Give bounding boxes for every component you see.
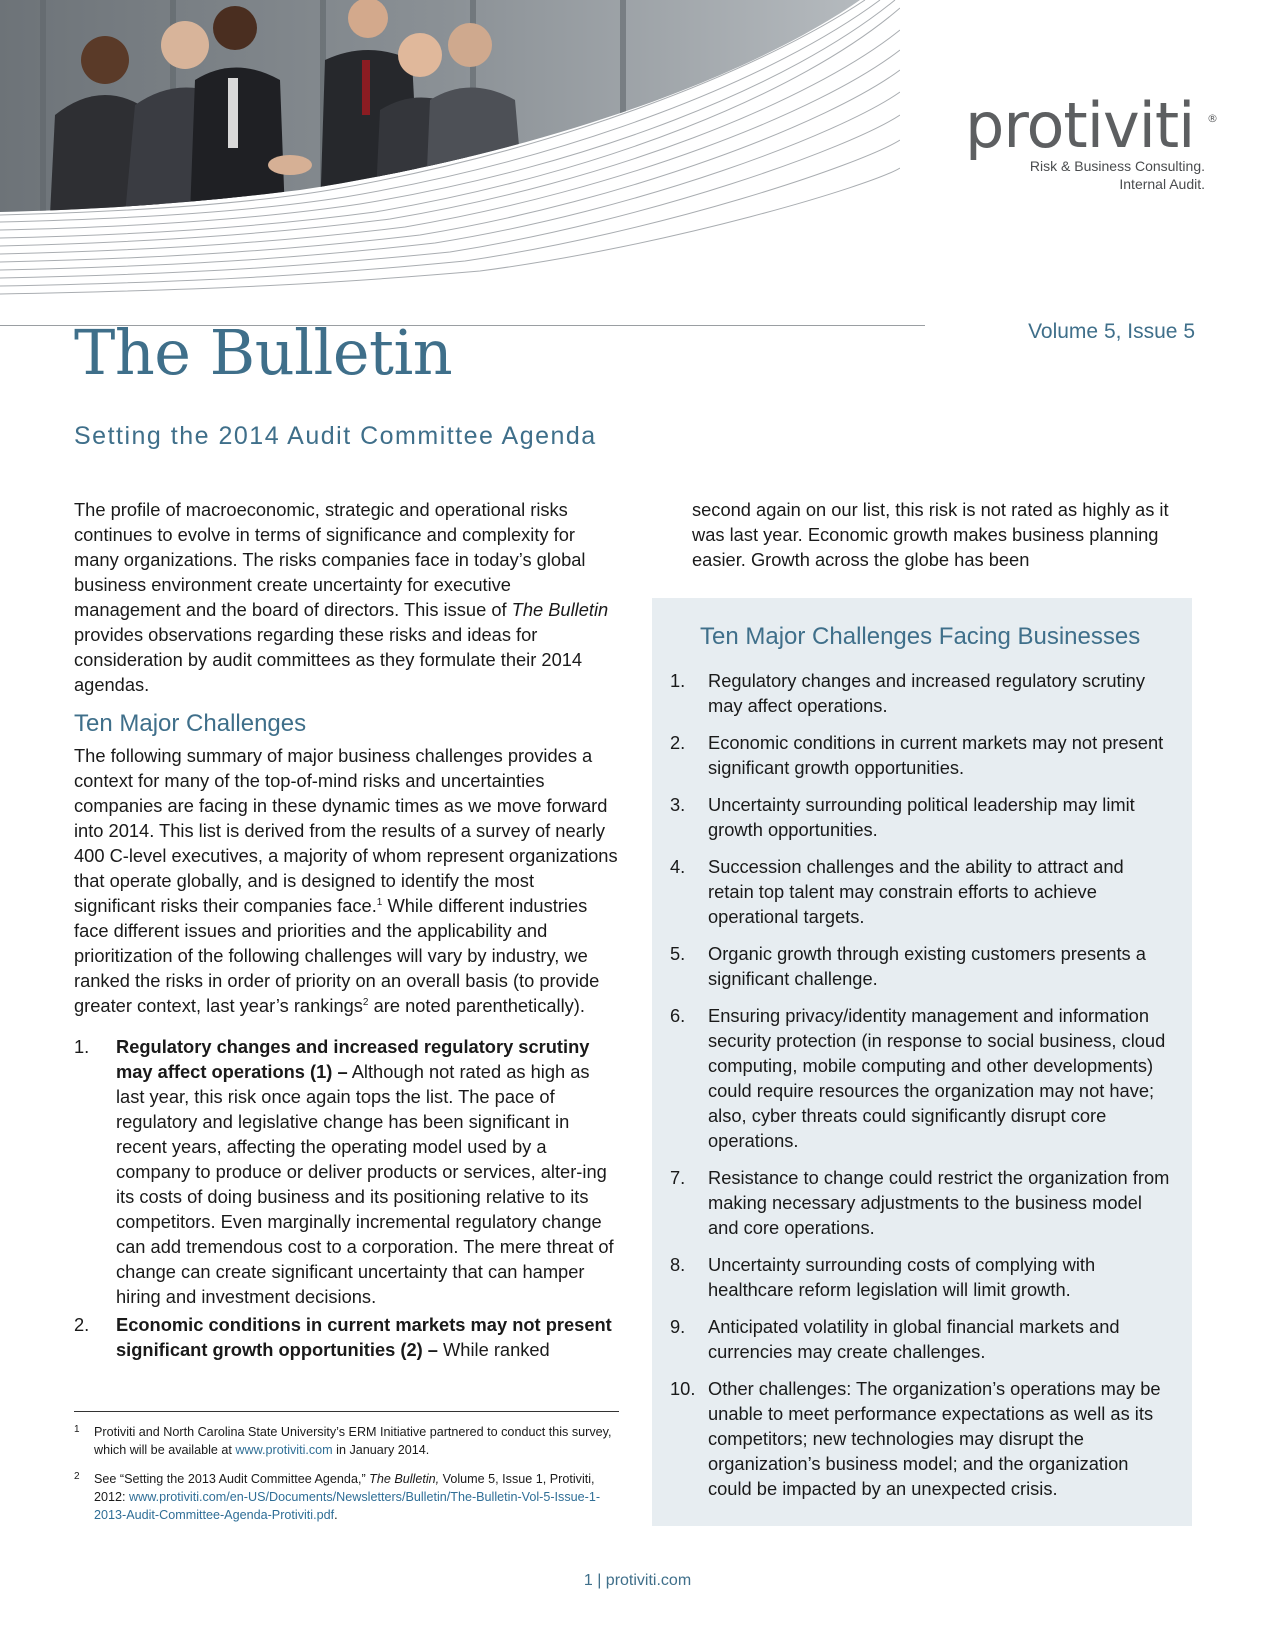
list-item-number: 1. (74, 1036, 90, 1057)
list-item-text: Organic growth through existing customers presents a significant challenge. (708, 943, 1146, 989)
summary-text-a: The following summary of major business challenges provides a context for many of the top-of-mind risks and uncertainties companies are facing in these dynamic times as we move forward into 2014. This list is derived from the results of a survey of nearly 400 C-level executives, a majority of whom represent organizations that operate globally, and is designed to identify the most significant risks their companies face. (74, 745, 618, 916)
article-subtitle: Setting the 2014 Audit Committee Agenda (74, 422, 597, 450)
list-item-number: 4. (670, 856, 686, 877)
footnote-text-b: in January 2014. (332, 1443, 430, 1457)
sidebar-title: Ten Major Challenges Facing Businesses (700, 623, 1141, 650)
list-item-text: Anticipated volatility in global financial markets and currencies may create challenges. (708, 1316, 1120, 1362)
list-item-number: 2. (670, 732, 686, 753)
list-item-number: 6. (670, 1005, 686, 1026)
list-item-number: 3. (670, 794, 686, 815)
footnote-link[interactable]: www.protiviti.com/en-US/Documents/Newsletters/Bulletin/The-Bulletin-Vol-5-Issue-1-2013-Audit-Committee-Agenda-Protiviti.pdf (94, 1490, 601, 1522)
challenges-sidebar (652, 598, 1192, 1526)
list-item-text: Other challenges: The organization’s operations may be unable to meet performance expectations as well as its competitors; new technologies may disrupt the organization’s business model; and the organization could be impacted by an unexpected crisis. (708, 1378, 1161, 1499)
intro-text-b: provides observations regarding these risks and ideas for consideration by audit committees as they formulate their 2014 agendas. (74, 624, 583, 695)
page-footer[interactable]: 1 | protiviti.com (583, 1572, 692, 1589)
list-item-text: Resistance to change could restrict the organization from making necessary adjustments to the business model and core operations. (708, 1167, 1170, 1238)
footnote-number: 1 (74, 1424, 80, 1435)
sidebar-list (652, 668, 1192, 1501)
volume-issue: Volume 5, Issue 5 (1028, 320, 1195, 343)
footnote-ref-1[interactable]: 1 (376, 896, 383, 908)
list-item (670, 668, 1172, 718)
summary-paragraph (74, 743, 619, 1018)
list-item (74, 1312, 619, 1362)
list-item-text (116, 1034, 619, 1309)
summary-text-b: While different industries face different issues and priorities and the applicability and prioritization of the following challenges will vary by industry, we ranked the risks in order of priority on an overall basis (to provide greater context, last year’s rankings (74, 895, 600, 1016)
footnote-ref-2[interactable]: 2 (362, 996, 369, 1008)
list-item-text: Uncertainty surrounding costs of complying with healthcare reform legislation will limit growth. (708, 1254, 1096, 1300)
header-photo (0, 0, 900, 315)
footnote-divider (74, 1411, 619, 1412)
footnote-text (94, 1470, 619, 1524)
list-item-number: 5. (670, 943, 686, 964)
list-item (670, 1252, 1172, 1302)
list-item (670, 941, 1172, 991)
intro-emphasis: The Bulletin (511, 599, 609, 620)
list-item-text: Ensuring privacy/identity management and information security protection (in response to social business, cloud computing, mobile computing and other developments) could require resources the organization may not have; also, cyber threats could significantly disrupt core operations. (708, 1005, 1166, 1151)
list-item (670, 792, 1172, 842)
right-column-continuation: second again on our list, this risk is not rated as highly as it was last year. Economic growth makes business planning easier. Growth across the globe has been (692, 499, 1169, 570)
section-heading: Ten Major Challenges (74, 710, 307, 737)
list-item-number: 1. (670, 670, 686, 691)
list-item-number: 2. (74, 1314, 90, 1335)
list-item-body: While ranked (437, 1339, 550, 1360)
list-item (670, 1376, 1172, 1501)
footnote-text-c: . (334, 1508, 338, 1522)
footnote-text-a: Protiviti and North Carolina State University’s ERM Initiative partnered to conduct this survey, which will be available at (94, 1425, 612, 1457)
newsletter-title: The Bulletin (74, 316, 453, 389)
footnote-number: 2 (74, 1471, 80, 1482)
list-item-text: Regulatory changes and increased regulatory scrutiny may affect operations. (708, 670, 1145, 716)
list-item (670, 730, 1172, 780)
footnote-link[interactable]: www.protiviti.com (235, 1443, 333, 1457)
list-item-body: Although not rated as high as last year, this risk once again tops the list. The pace of regulatory and legislative change has been significant in recent years, affecting the operating model used by a company to produce or deliver products or services, alter-ing its costs of doing business and its positioning relative to its competitors. Even marginally incremental regulatory change can add tremendous cost to a corporation. The mere threat of change can create significant uncertainty that can hamper hiring and investment decisions. (116, 1061, 614, 1307)
footnote-1 (74, 1423, 619, 1459)
list-item (670, 854, 1172, 929)
footnote-2 (74, 1470, 619, 1524)
list-item-bold: Regulatory changes and increased regulatory scrutiny may affect operations (1) – (116, 1036, 590, 1082)
logo-tagline-2: Internal Audit. (1119, 176, 1205, 192)
list-item-number: 8. (670, 1254, 686, 1275)
list-item-text: Economic conditions in current markets may not present significant growth opportunities. (708, 732, 1164, 778)
list-item-number: 10. (670, 1378, 696, 1399)
protiviti-logo (965, 89, 1225, 193)
registered-mark-icon: ® (1207, 112, 1217, 125)
footnote-emphasis: The Bulletin, (369, 1472, 440, 1486)
footnote-text-b: Volume 5, Issue 1, Protiviti, 2012: (94, 1472, 595, 1504)
list-item (74, 1034, 619, 1309)
list-item (670, 1314, 1172, 1364)
list-item-text: Uncertainty surrounding political leadership may limit growth opportunities. (708, 794, 1135, 840)
list-item (670, 1003, 1172, 1153)
list-item-text: Succession challenges and the ability to attract and retain top talent may constrain efforts to achieve operational targets. (708, 856, 1124, 927)
logo-tagline (965, 157, 1205, 193)
intro-text-a: The profile of macroeconomic, strategic and operational risks continues to evolve in terms of significance and complexity for many organizations. The risks companies face in today’s global business environment create uncertainty for executive management and the board of directors. This issue of (74, 499, 586, 620)
list-item-number: 7. (670, 1167, 686, 1188)
list-item-number: 9. (670, 1316, 686, 1337)
list-item (670, 1165, 1172, 1240)
list-item-bold: Economic conditions in current markets may not present significant growth opportunities (2) – (116, 1314, 612, 1360)
logo-tagline-1: Risk & Business Consulting. (1029, 158, 1205, 174)
left-column (74, 497, 619, 1365)
list-item-text (116, 1312, 619, 1362)
footnotes (74, 1423, 619, 1535)
intro-paragraph (74, 497, 619, 697)
challenge-list (74, 1034, 619, 1362)
logo-wordmark (965, 89, 1225, 162)
summary-text-c: are noted parenthetically). (368, 995, 585, 1016)
logo-word-text: protiviti (965, 89, 1195, 162)
footnote-text-a: See “Setting the 2013 Audit Committee Agenda,” (94, 1472, 370, 1486)
footnote-text (94, 1423, 619, 1459)
